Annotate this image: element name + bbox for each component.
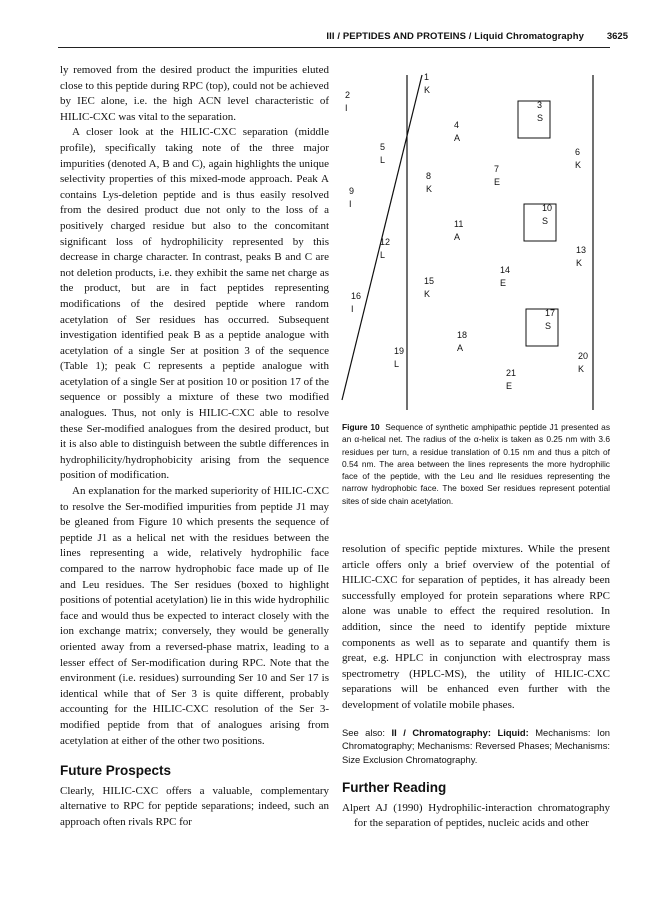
residue-number: 1 bbox=[424, 72, 430, 82]
residue-letter: K bbox=[576, 258, 583, 268]
residue-number: 15 bbox=[424, 276, 435, 286]
page-number: 3625 bbox=[606, 31, 628, 42]
residue-number: 9 bbox=[349, 186, 355, 196]
residue-letter: A bbox=[457, 343, 464, 353]
helical-net-figure bbox=[340, 70, 610, 415]
header-rule bbox=[58, 47, 610, 48]
header-title: III / PEPTIDES AND PROTEINS / Liquid Chromatography bbox=[326, 31, 584, 42]
residue-number: 6 bbox=[575, 147, 581, 157]
residue-number: 18 bbox=[457, 330, 468, 340]
residue-number: 13 bbox=[576, 245, 587, 255]
residue-letter: S bbox=[545, 321, 552, 331]
residue-number: 21 bbox=[506, 368, 517, 378]
figure-caption bbox=[342, 421, 610, 507]
section-heading-future-prospects: Future Prospects bbox=[60, 763, 172, 779]
reference-item: Alpert AJ (1990) Hydrophilic-interaction chromatography for the separation of peptides, nucleic acids and other bbox=[342, 801, 610, 830]
residue-letter: K bbox=[424, 289, 431, 299]
residue-number: 12 bbox=[380, 237, 391, 247]
paragraph: A closer look at the HILIC-CXC separation (middle profile), specifically taking note of the three major impurities (denoted A, B and C), again highlights the unique selectivity properties of this mixed-mode approach. Peak A contains Lys-deletion peptide and is thus easily resolved from the desired product due not only to the loss of a positively charged residue but also to the concomitant significant loss of hydrophilicity represented by this decrease in charge character. In contrast, peaks B and C are not deletion products, i.e. they exhibit the same net charge as the product, but are in fact peptides representing modifications of the desired peptide where random acetylation of Ser residues has occurred. Subsequent investigation identified peak B as a peptide analogue with acetylation of a single Ser at position 3 of the sequence (Table 1); peak C represents a peptide analogue with acetylation of a single Ser at position 10 or position 17 of the sequence or possibly a mixture of these two modified analogues. Thus, not only is HILIC-CXC able to resolve these Ser-modified analogues from the desired product, but it is also able to distinguish between the subtle differences in hydrophilicity/hydrophobicity arising from the sequence position of modification. bbox=[60, 126, 329, 482]
residue-number: 11 bbox=[454, 219, 464, 229]
residue-number: 16 bbox=[351, 291, 362, 301]
figure-caption-text: Sequence of synthetic amphipathic peptide J1 presented as an α-helical net. The radius of the α-helix is taken as 0.25 nm with 3.6 residues per turn, a residue translation of 0.15 nm and thus a pitch of 0.54 nm. The area between the lines represents the more hydrophilic face of the peptide, with the Leu and Ile residues representing the narrow hydrophobic face. The boxed Ser residues represent potential sites of side chain acetylation. bbox=[342, 422, 611, 506]
residue-number: 2 bbox=[345, 90, 351, 100]
see-also-label: See also: bbox=[342, 726, 385, 738]
residue-number: 3 bbox=[537, 100, 543, 110]
paragraph: ly removed from the desired product the impurities eluted close to this peptide during RPC (top), could not be achieved by IEC alone, i.e. the high ACN level characteristic of HILIC-CXC was vital to the separation. bbox=[60, 64, 329, 123]
residue-letter: S bbox=[542, 216, 549, 226]
residue-letter: A bbox=[454, 232, 461, 242]
residue-letter: K bbox=[578, 364, 585, 374]
residue-number: 14 bbox=[500, 265, 511, 275]
residue-number: 19 bbox=[394, 346, 405, 356]
residue-letter: E bbox=[506, 381, 513, 391]
figure-label: Figure 10 bbox=[342, 422, 380, 432]
residue-letter: I bbox=[349, 199, 352, 209]
residue-number: 8 bbox=[426, 171, 432, 181]
residue-letter: K bbox=[575, 160, 582, 170]
ser-box-3 bbox=[518, 101, 550, 138]
section-heading-further-reading: Further Reading bbox=[342, 780, 447, 796]
see-also-link[interactable]: II / Chromatography: Liquid: bbox=[391, 726, 529, 738]
residue-number: 5 bbox=[380, 142, 386, 152]
residue-number: 10 bbox=[542, 203, 553, 213]
see-also-links[interactable]: Mechanisms: Ion Chromatography; Mechanisms: Reversed Phases; Mechanisms: Size Exclusion Chromatography. bbox=[342, 726, 611, 765]
paragraph: resolution of specific peptide mixtures. While the present article offers only a brief overview of the potential of HILIC-CXC for separation of peptides, it has already been successfully employed for protein separations where RPC alone was unable to effect the required resolution. In addition, since the need to identify peptide mixture components as well as to separate and quantify them is great, e.g. HPLC in conjunction with electrospray mass spectrometry (HPLC-MS), the utility of HILIC-CXC separations will be enhanced even further with the development of volatile mobile phases. bbox=[342, 543, 610, 711]
residue-letter: L bbox=[380, 250, 386, 260]
residue-number: 4 bbox=[454, 120, 460, 130]
paragraph: An explanation for the marked superiority of HILIC-CXC to resolve the Ser-modified impurities from peptide J1 may be gleaned from Figure 10 which presents the sequence of peptide J1 as a helical net with the residues between the lines representing a wide, relatively hydrophilic face compared to the narrow hydrophobic face made up of Ile and Leu residues. The Ser residues (boxed to highlight positions of potential acetylation) lie in this wide hydrophilic face and would thus be expected to interact closely with the ion exchange matrix; conversely, they would be generally oriented away from a reversed-phase matrix, leading to a lesser effect of Ser-modification during RPC. Note that the environment (i.e. residues) surrounding Ser 10 and Ser 17 is identical while that of Ser 3 is quite different, probably accounting for the HILIC-CXC resolution of the Ser 3-modified peptide from that of analogues arising from acetylation at either of the other two positions. bbox=[60, 485, 329, 747]
residue-letter: S bbox=[537, 113, 544, 123]
residue-number: 7 bbox=[494, 164, 500, 174]
residue-letter: K bbox=[426, 184, 433, 194]
right-column bbox=[342, 542, 610, 832]
residue-letter: K bbox=[424, 85, 431, 95]
residue-letter: I bbox=[351, 304, 354, 314]
left-column bbox=[60, 63, 329, 831]
residue-letter: E bbox=[500, 278, 507, 288]
residue-letter: L bbox=[380, 155, 386, 165]
residue-number: 20 bbox=[578, 351, 589, 361]
paragraph: Clearly, HILIC-CXC offers a valuable, complementary alternative to RPC for peptide separations; indeed, such an approach often rivals RPC for bbox=[60, 784, 329, 828]
see-also bbox=[342, 726, 610, 767]
residue-letter: I bbox=[345, 103, 348, 113]
residue-letter: L bbox=[394, 359, 400, 369]
residue-letter: E bbox=[494, 177, 501, 187]
residue-number: 17 bbox=[545, 308, 556, 318]
residue-letter: A bbox=[454, 133, 461, 143]
